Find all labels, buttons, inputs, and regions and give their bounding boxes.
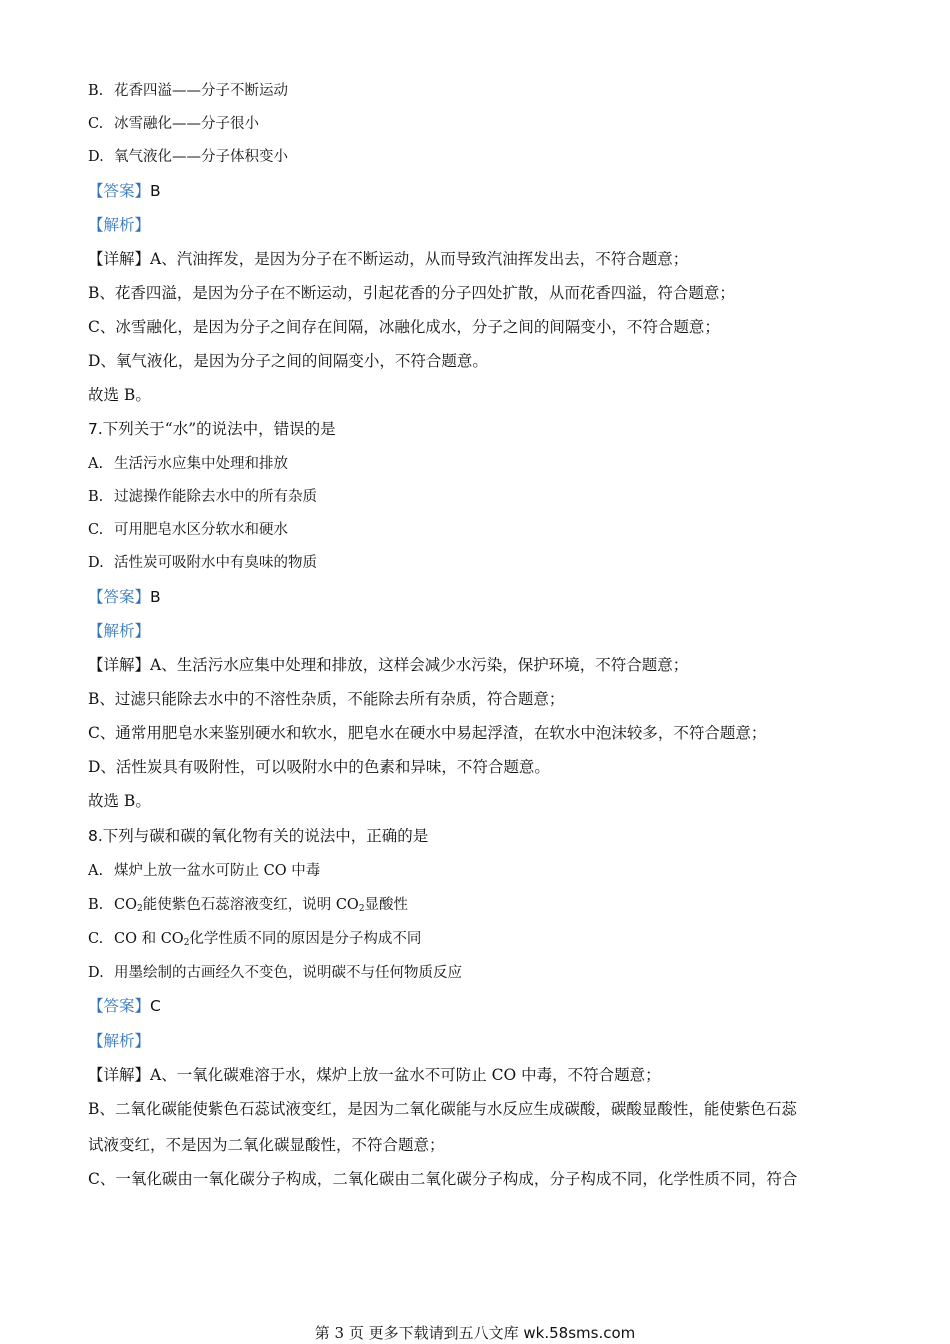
- explanation-line: C、一氧化碳由一氧化碳分子构成，二氧化碳由二氧化碳分子构成，分子构成不同，化学性质不同，符合: [88, 1170, 798, 1188]
- option-text-part: 化学性质不同的原因是分子构成不同: [189, 931, 422, 947]
- option-a: [88, 861, 320, 881]
- analysis-line: [88, 1031, 150, 1051]
- option-text: 煤炉上放一盆水可防止 CO 中毒: [114, 863, 321, 879]
- question-number: 7.: [88, 420, 103, 438]
- answer-line: [88, 587, 161, 607]
- detail-line: [88, 655, 688, 675]
- option-d: [88, 553, 317, 573]
- option-text: 可用肥皂水区分软水和硬水: [114, 522, 288, 538]
- option-text: 用墨绘制的古画经久不变色，说明碳不与任何物质反应: [114, 965, 462, 981]
- subscript: 2: [358, 904, 365, 914]
- explanation-line: D、活性炭具有吸附性，可以吸附水中的色素和异味，不符合题意。: [88, 758, 550, 776]
- explanation-line: C、通常用肥皂水来鉴别硬水和软水，肥皂水在硬水中易起浮渣，在软水中泡沫较多，不符合题意；: [88, 724, 767, 742]
- analysis-tag: 【解析】: [88, 1032, 151, 1050]
- option-text: 生活污水应集中处理和排放: [114, 456, 288, 472]
- question-7: [88, 419, 336, 439]
- option-letter: C.: [88, 931, 104, 947]
- answer-value: B: [150, 182, 161, 200]
- question-text: 下列关于“水”的说法中，错误的是: [102, 420, 336, 438]
- answer-tag: 【答案】: [88, 182, 151, 200]
- detail-tag: 【详解】: [88, 1066, 151, 1084]
- analysis-line: [88, 215, 150, 235]
- answer-value: B: [150, 588, 161, 606]
- explanation-line: B、二氧化碳能使紫色石蕊试液变红，是因为二氧化碳能与水反应生成碳酸，碳酸显酸性，能使紫色石蕊: [88, 1100, 797, 1118]
- option-text: 氧气液化——分子体积变小: [114, 149, 288, 165]
- option-letter: B.: [88, 83, 104, 99]
- option-text-part: CO: [114, 897, 137, 913]
- question-number: 8.: [88, 827, 103, 845]
- option-c: [88, 520, 288, 540]
- option-letter: B.: [88, 489, 104, 505]
- option-letter: D.: [88, 149, 104, 165]
- option-d: [88, 963, 462, 983]
- option-letter: D.: [88, 965, 104, 981]
- option-a: [88, 454, 288, 474]
- subscript: 2: [136, 904, 143, 914]
- option-text: 活性炭可吸附水中有臭味的物质: [114, 555, 317, 571]
- option-c: [88, 114, 259, 134]
- footer-text: 更多下载请到五八文库: [363, 1324, 524, 1342]
- footer-site-link[interactable]: wk.58sms.com: [523, 1324, 636, 1342]
- option-b: [88, 81, 288, 101]
- option-d: [88, 147, 288, 167]
- answer-value: C: [150, 997, 161, 1015]
- option-letter: C.: [88, 116, 104, 132]
- explanation-line: B、过滤只能除去水中的不溶性杂质，不能除去所有杂质，符合题意；: [88, 690, 565, 708]
- option-text-part: 显酸性: [364, 897, 409, 913]
- option-text: 花香四溢——分子不断运动: [114, 83, 288, 99]
- option-text-part: CO 和 CO: [114, 931, 184, 947]
- option-letter: A.: [88, 863, 104, 879]
- question-text: 下列与碳和碳的氧化物有关的说法中，正确的是: [102, 827, 429, 845]
- detail-text: A、一氧化碳难溶于水，煤炉上放一盆水不可防止 CO 中毒，不符合题意；: [150, 1066, 661, 1084]
- detail-text: A、生活污水应集中处理和排放，这样会减少水污染，保护环境，不符合题意；: [150, 656, 689, 674]
- explanation-line: 试液变红，不是因为二氧化碳显酸性，不符合题意；: [88, 1136, 445, 1154]
- page-number: 第 3 页: [314, 1324, 364, 1342]
- question-8: [88, 826, 428, 846]
- explanation-line: B、花香四溢，是因为分子在不断运动，引起花香的分子四处扩散，从而花香四溢，符合题意；: [88, 284, 735, 302]
- option-b: [88, 895, 408, 919]
- detail-line: [88, 1065, 661, 1085]
- answer-tag: 【答案】: [88, 997, 151, 1015]
- option-letter: D.: [88, 555, 104, 571]
- subscript: 2: [183, 938, 190, 948]
- conclusion-line: 故选 B。: [88, 792, 151, 810]
- option-letter: B.: [88, 897, 104, 913]
- option-text: 过滤操作能除去水中的所有杂质: [114, 489, 317, 505]
- explanation-line: C、冰雪融化，是因为分子之间存在间隔，冰融化成水，分子之间的间隔变小，不符合题意；: [88, 318, 720, 336]
- detail-line: [88, 249, 688, 269]
- detail-text: A、汽油挥发，是因为分子在不断运动，从而导致汽油挥发出去，不符合题意；: [150, 250, 689, 268]
- conclusion-line: 故选 B。: [88, 386, 151, 404]
- detail-tag: 【详解】: [88, 656, 151, 674]
- answer-line: [88, 181, 161, 201]
- option-c: [88, 929, 421, 953]
- option-b: [88, 487, 317, 507]
- page-footer: [0, 1322, 950, 1343]
- option-letter: A.: [88, 456, 104, 472]
- answer-tag: 【答案】: [88, 588, 151, 606]
- option-text-part: 能使紫色石蕊溶液变红，说明 CO: [142, 897, 359, 913]
- answer-line: [88, 996, 161, 1016]
- analysis-tag: 【解析】: [88, 622, 151, 640]
- option-letter: C.: [88, 522, 104, 538]
- analysis-tag: 【解析】: [88, 216, 151, 234]
- option-text: 冰雪融化——分子很小: [114, 116, 259, 132]
- explanation-line: D、氧气液化，是因为分子之间的间隔变小，不符合题意。: [88, 352, 488, 370]
- detail-tag: 【详解】: [88, 250, 151, 268]
- analysis-line: [88, 621, 150, 641]
